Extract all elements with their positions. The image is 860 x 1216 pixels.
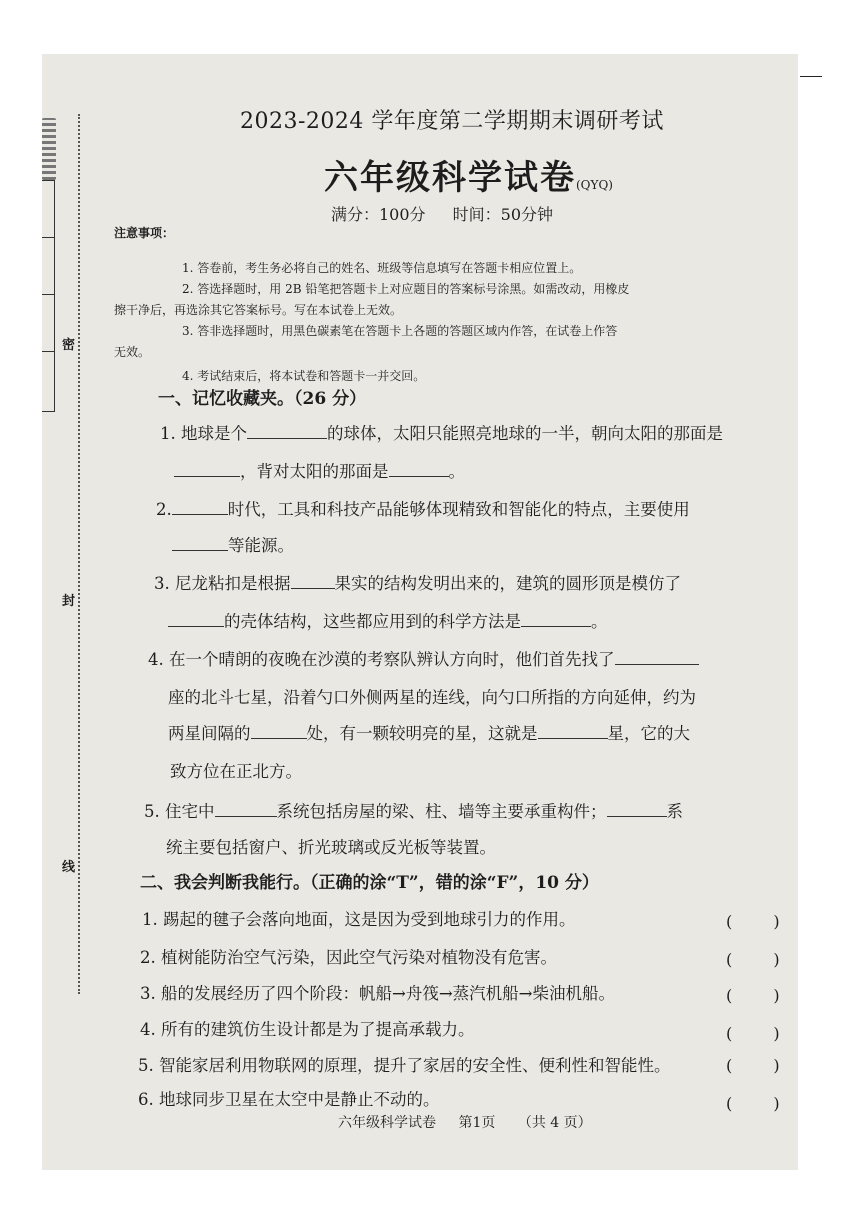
paper-title-text: 六年级科学试卷	[324, 158, 576, 198]
question-3-line-2: 的壳体结构，这些都应用到的科学方法是 。	[168, 608, 608, 632]
answer-blank	[607, 800, 667, 817]
notice-item-3b: 无效。	[114, 345, 151, 359]
answer-parentheses: ( )	[726, 912, 798, 931]
paper-title	[324, 150, 613, 199]
answer-blank	[251, 722, 307, 739]
answer-blank	[247, 422, 327, 439]
notice-item-1: 1. 答卷前，考生务必将自己的姓名、班级等信息填写在答题卡相应位置上。	[182, 261, 582, 275]
answer-blank	[538, 722, 608, 739]
question-4-line-4: 致方位在正北方。	[170, 762, 302, 781]
answer-blank	[215, 800, 277, 817]
paper-code: (QYQ)	[576, 178, 613, 192]
judgement-item-3: 3. 船的发展经历了四个阶段：帆船→舟筏→蒸汽机船→柴油机船。	[140, 984, 615, 1003]
answer-parentheses: ( )	[726, 1056, 798, 1075]
answer-blank	[521, 610, 591, 627]
seal-char-xian: 线	[62, 854, 75, 877]
footer-page: 第1页	[458, 1115, 496, 1131]
exam-title: 2023-2024 学年度第二学期期末调研考试	[240, 109, 664, 134]
question-3-line-1: 3. 尼龙粘扣是根据 果实的结构发明出来的，建筑的圆形顶是模仿了	[154, 574, 681, 593]
footer-total: （共 4 页）	[517, 1115, 592, 1131]
full-score: 满分：100分	[331, 205, 426, 224]
section-1-title: 一、记忆收藏夹。（26 分）	[158, 389, 367, 409]
footer-label: 六年级科学试卷	[338, 1115, 436, 1131]
question-5-line-1: 5. 住宅中 系统包括房屋的梁、柱、墙等主要承重构件； 系	[144, 802, 683, 821]
notice-item-2a: 2. 答选择题时，用 2B 铅笔把答题卡上对应题目的答案标号涂黑。如需改动，用橡皮	[182, 282, 630, 296]
exam-meta	[331, 202, 553, 225]
question-2-line-1: 2. 时代，工具和科技产品能够体现精致和智能化的特点，主要使用	[156, 500, 690, 519]
paper-content	[42, 54, 798, 1170]
answer-blank	[389, 460, 449, 477]
answer-blank	[615, 648, 699, 665]
judgement-item-4: 4. 所有的建筑仿生设计都是为了提高承载力。	[140, 1020, 475, 1039]
question-4-line-2: 座的北斗七星，沿着勺口外侧两星的连线，向勺口所指的方向延伸，约为	[168, 688, 696, 707]
answer-blank	[172, 498, 228, 515]
question-1-line-1: 1. 地球是个 的球体，太阳只能照亮地球的一半，朝向太阳的那面是	[160, 424, 723, 443]
seal-char-feng: 封	[62, 588, 75, 611]
judgement-item-6: 6. 地球同步卫星在太空中是静止不动的。	[138, 1090, 440, 1109]
answer-blank	[168, 610, 224, 627]
question-2-line-2: 等能源。	[172, 532, 294, 556]
judgement-item-5: 5. 智能家居利用物联网的原理，提升了家居的安全性、便利性和智能性。	[138, 1056, 671, 1075]
answer-blank	[291, 572, 335, 589]
question-1-line-2: ，背对太阳的那面是 。	[174, 458, 465, 482]
seal-char-mi: 密	[62, 332, 75, 355]
page-footer	[338, 1112, 592, 1132]
section-2-title: 二、我会判断我能行。（正确的涂“T”，错的涂“F”，10 分）	[140, 873, 599, 893]
question-4-line-1: 4. 在一个晴朗的夜晚在沙漠的考察队辨认方向时，他们首先找了	[148, 646, 699, 670]
notice-item-2b: 擦干净后，再选涂其它答案标号。写在本试卷上无效。	[114, 303, 403, 317]
question-4-line-3: 两星间隔的 处，有一颗较明亮的星，这就是 星，它的大	[168, 724, 690, 743]
judgement-item-2: 2. 植树能防治空气污染，因此空气污染对植物没有危害。	[140, 948, 557, 967]
answer-parentheses: ( )	[726, 1094, 798, 1113]
question-5-line-2: 统主要包括窗户、折光玻璃或反光板等装置。	[166, 838, 496, 857]
exam-paper	[42, 54, 798, 1170]
answer-parentheses: ( )	[726, 1024, 798, 1043]
answer-blank	[172, 534, 228, 551]
answer-parentheses: ( )	[726, 986, 798, 1005]
edge-line	[800, 76, 822, 77]
notice-heading: 注意事项：	[114, 226, 175, 240]
judgement-item-1: 1. 踢起的毽子会落向地面，这是因为受到地球引力的作用。	[142, 910, 576, 929]
notice-item-4: 4. 考试结束后，将本试卷和答题卡一并交回。	[182, 369, 426, 383]
exam-time: 时间：50分钟	[452, 205, 554, 224]
answer-blank	[174, 460, 240, 477]
answer-parentheses: ( )	[726, 950, 798, 969]
notice-item-3a: 3. 答非选择题时，用黑色碳素笔在答题卡上各题的答题区域内作答，在试卷上作答	[182, 324, 618, 338]
